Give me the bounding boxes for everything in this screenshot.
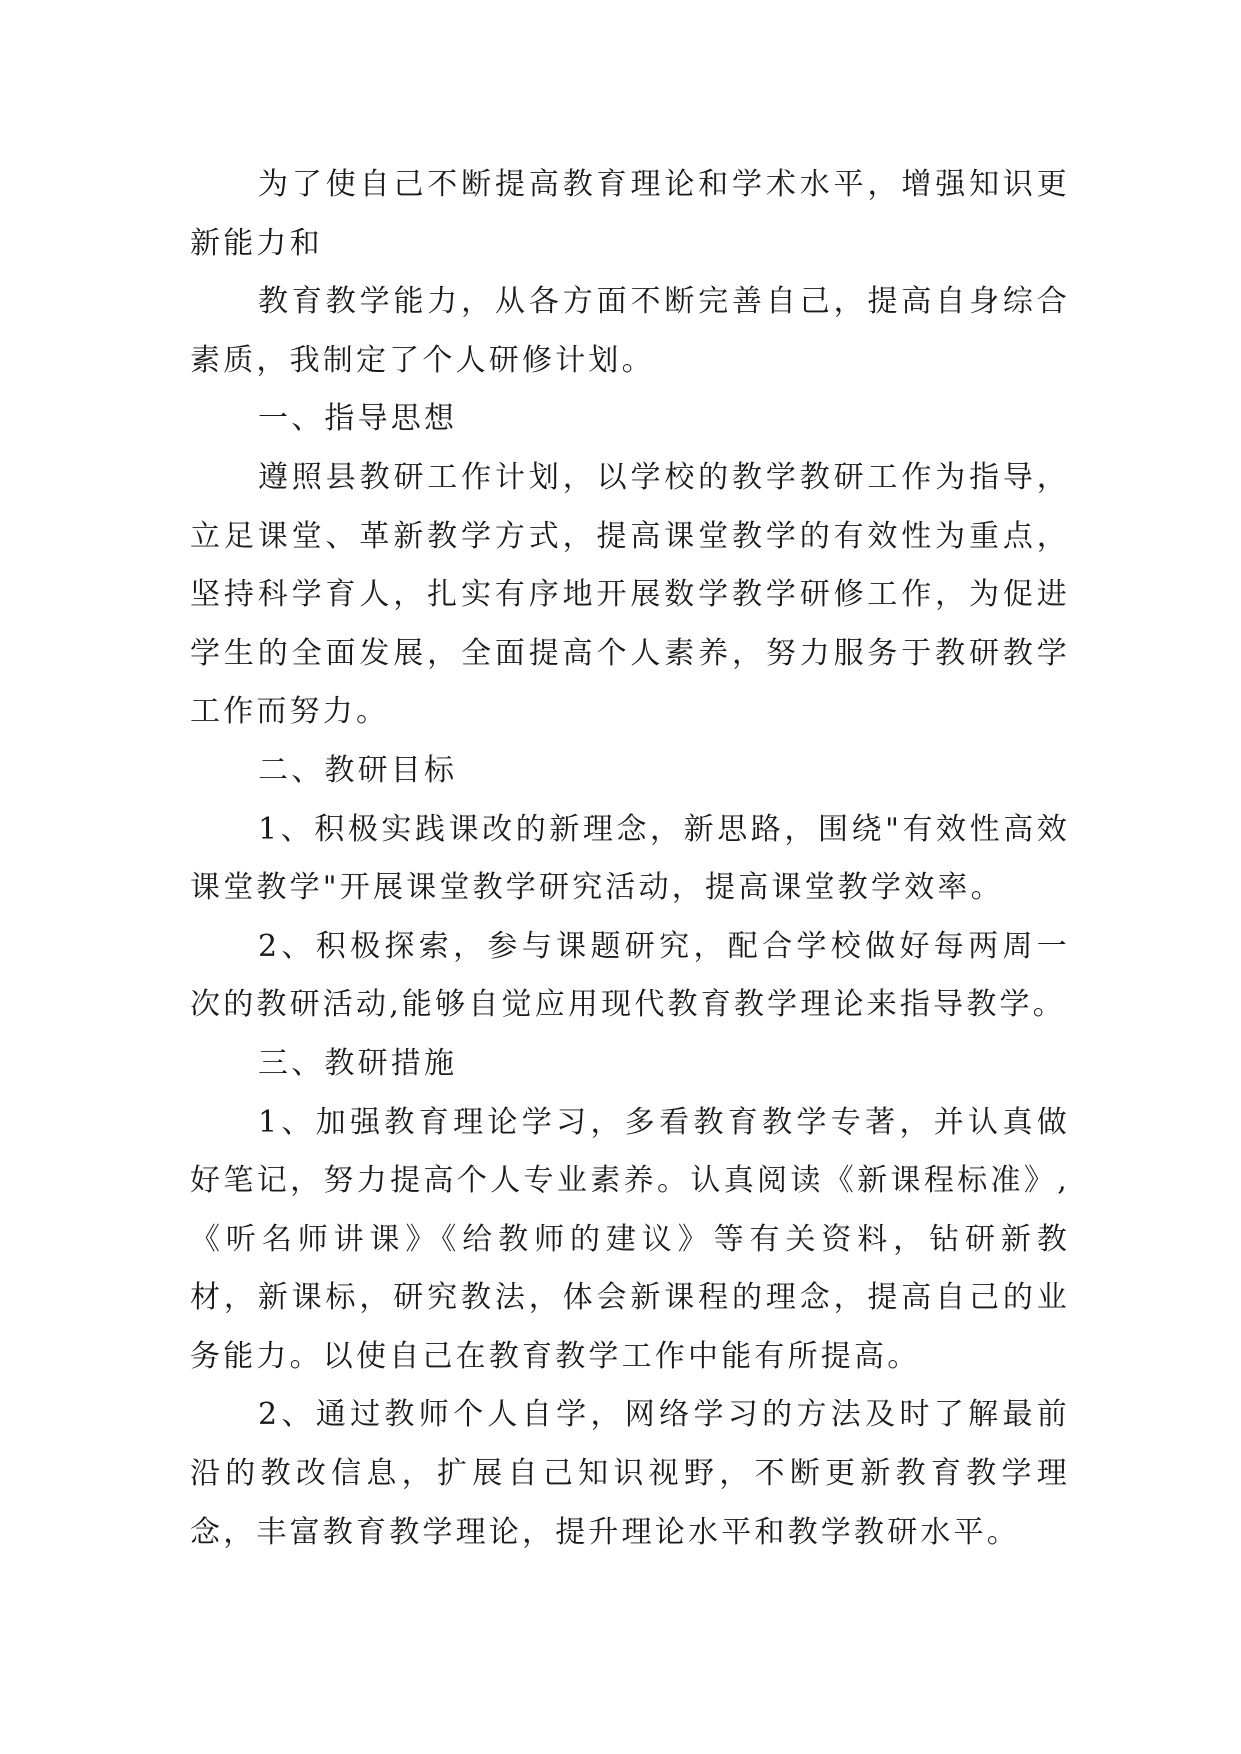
measure-item-1: 1、加强教育理论学习，多看教育教学专著，并认真做好笔记，努力提高个人专业素养。认真阅读《新课程标准》,《听名师讲课》《给教师的建议》等有关资料，钻研新教材，新课标，研究教法，体会新课程的理念，提高自己的业务能力。以使自己在教育教学工作中能有所提高。 <box>190 1104 1070 1374</box>
section-heading-research-measures: 三、教研措施 <box>258 1045 458 1081</box>
goal-item-2: 2、积极探索，参与课题研究，配合学校做好每两周一次的教研活动,能够自觉应用现代教育教学理论来指导教学。 <box>190 928 1070 1023</box>
intro-paragraph-2: 教育教学能力，从各方面不断完善自己，提高自身综合素质，我制定了个人研修计划。 <box>190 284 1070 378</box>
section-heading-research-goals: 二、教研目标 <box>258 752 458 788</box>
goal-item-1: 1、积极实践课改的新理念，新思路，围绕"有效性高效课堂教学"开展课堂教学研究活动，提高课堂教学效率。 <box>190 811 1070 906</box>
document-body <box>190 156 1070 1562</box>
measure-item-2: 2、通过教师个人自学，网络学习的方法及时了解最前沿的教改信息，扩展自己知识视野，不断更新教育教学理念，丰富教育教学理论，提升理论水平和教学教研水平。 <box>190 1397 1070 1550</box>
intro-paragraph-1: 为了使自己不断提高教育理论和学术水平，增强知识更新能力和 <box>190 167 1070 261</box>
guiding-thought-paragraph: 遵照县教研工作计划，以学校的教学教研工作为指导，立足课堂、革新教学方式，提高课堂教学的有效性为重点，坚持科学育人，扎实有序地开展数学教学研修工作，为促进学生的全面发展，全面提高个人素养，努力服务于教研教学工作而努力。 <box>190 459 1070 730</box>
section-heading-guiding-thought: 一、指导思想 <box>258 401 458 437</box>
